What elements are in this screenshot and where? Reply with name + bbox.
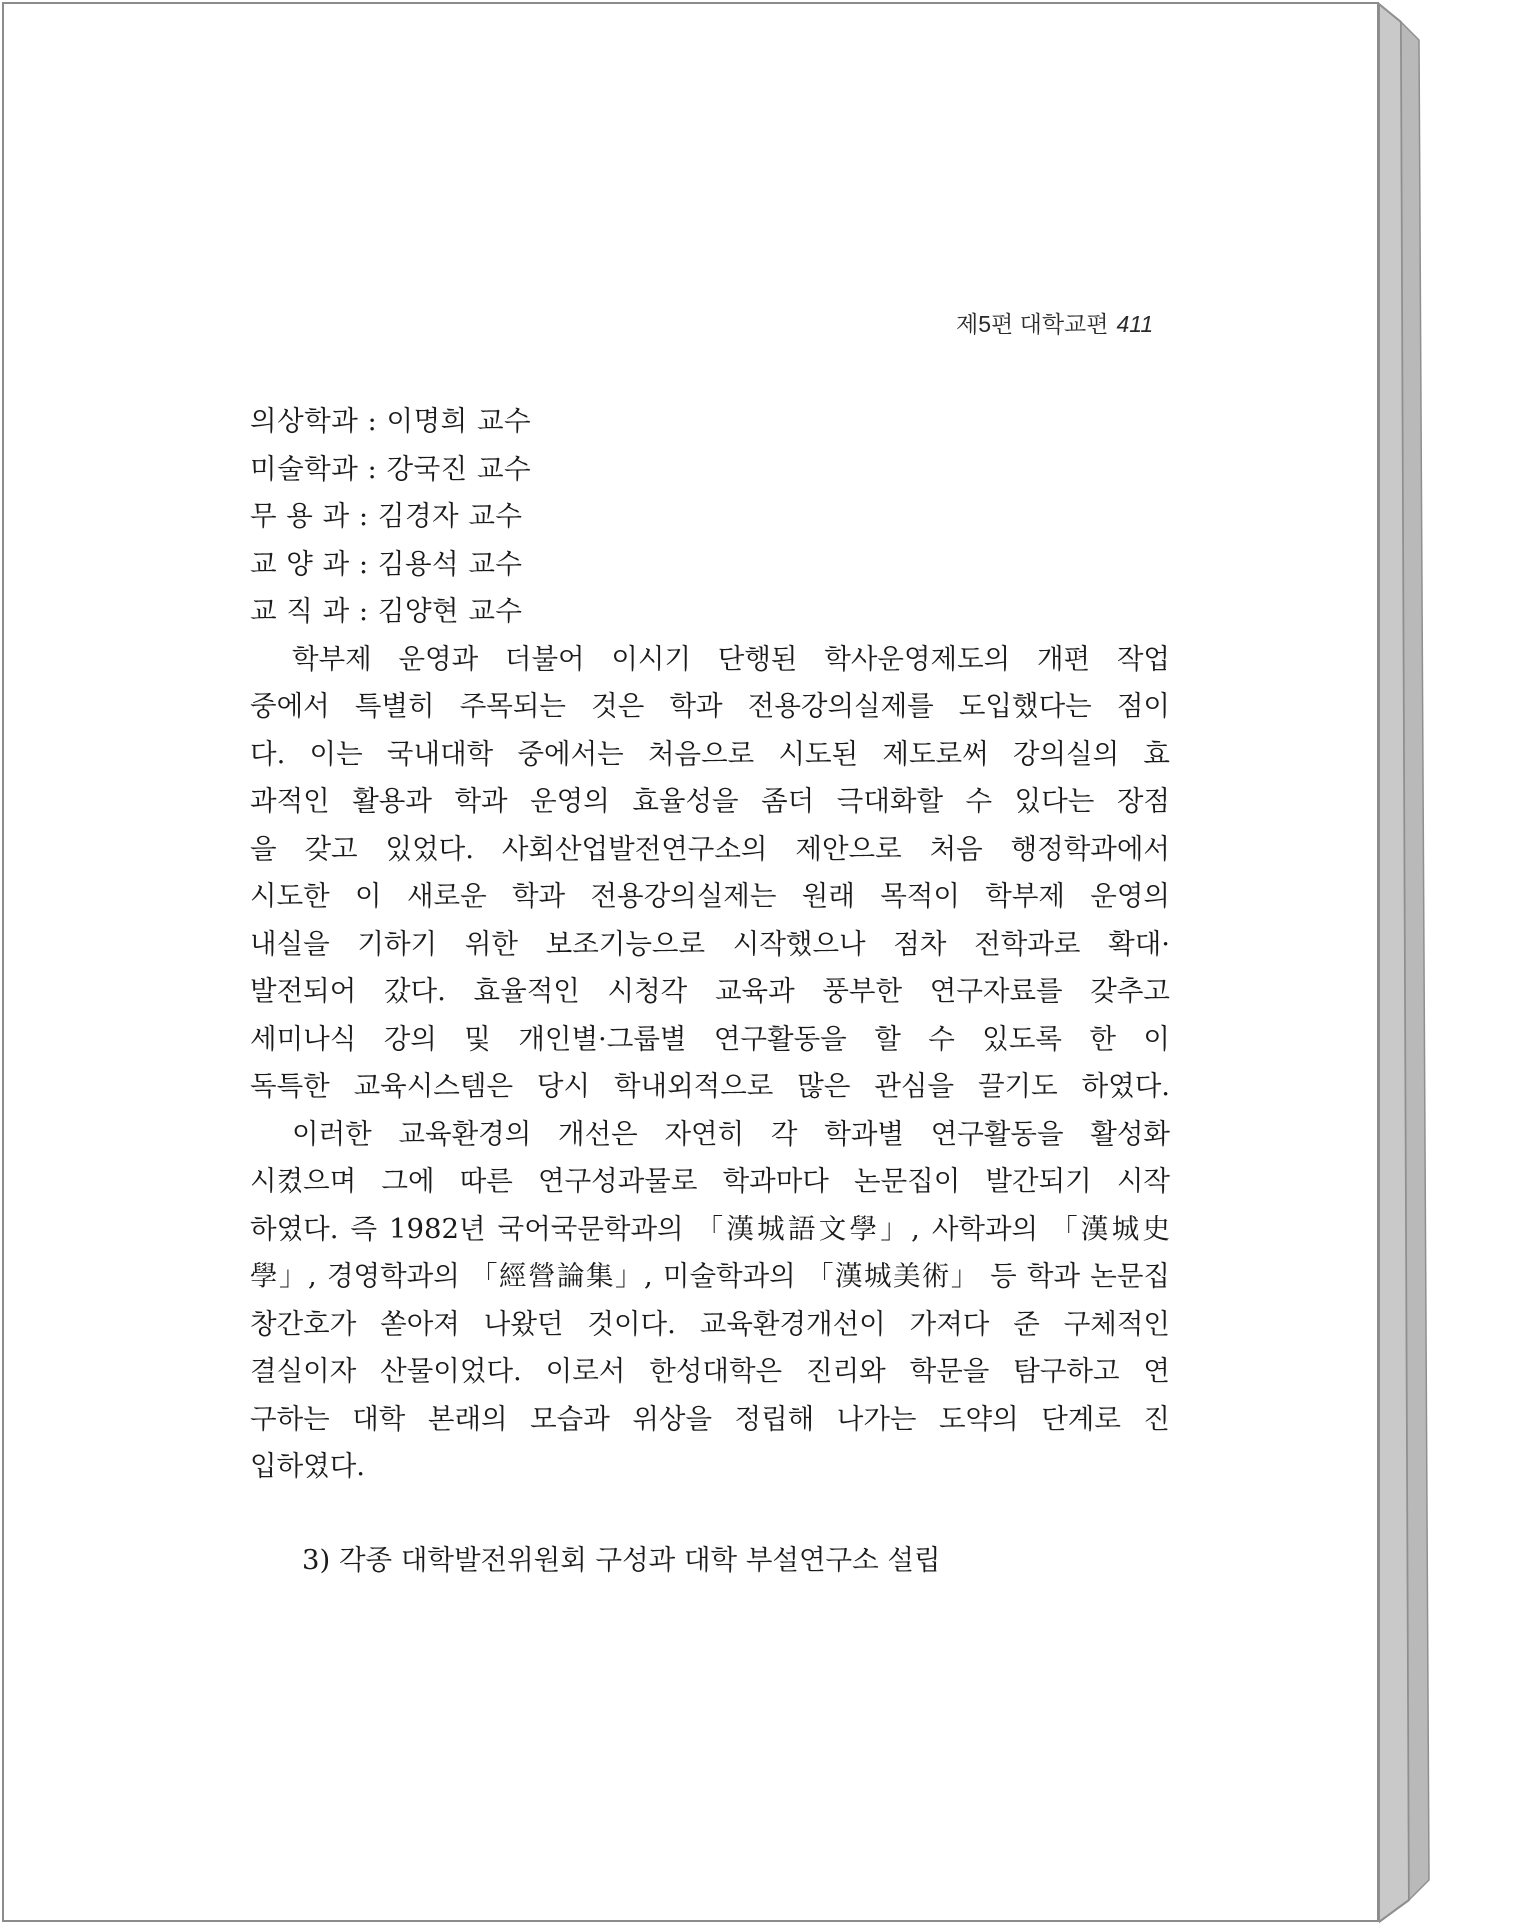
section-heading: 3) 각종 대학발전위원회 구성과 대학 부설연구소 설립 — [302, 1544, 941, 1576]
header-part-title: 제5편 대학교편 — [956, 311, 1109, 337]
page-number: 411 — [1116, 311, 1154, 337]
text-line: 시켰으며 그에 따른 연구성과물로 학과마다 논문집이 발간되기 시작 — [250, 1165, 1170, 1197]
text-line: 을 갖고 있었다. 사회산업발전연구소의 제안으로 처음 행정학과에서 — [250, 832, 1170, 865]
text-line: 세미나식 강의 및 개인별·그룹별 연구활동을 할 수 있도록 한 이 — [250, 1022, 1170, 1055]
staff-list — [250, 398, 1170, 636]
staff-line: 무 용 과 : 김경자 교수 — [250, 500, 523, 532]
text-line: 과적인 활용과 학과 운영의 효율성을 좀더 극대화할 수 있다는 장점 — [250, 785, 1170, 817]
staff-line: 교 직 과 : 김양현 교수 — [250, 595, 523, 627]
text-line: 중에서 특별히 주목되는 것은 학과 전용강의실제를 도입했다는 점이 — [250, 690, 1170, 722]
text-line: 학부제 운영과 더불어 이시기 단행된 학사운영제도의 개편 작업 — [292, 642, 1170, 675]
page-stack-edge — [1379, 0, 1522, 1926]
text-line: 창간호가 쏟아져 나왔던 것이다. 교육환경개선이 가져다 준 구체적인 — [250, 1307, 1170, 1340]
text-line: 입하였다. — [250, 1450, 366, 1482]
text-line: 내실을 기하기 위한 보조기능으로 시작했으나 점차 전학과로 확대· — [250, 927, 1170, 960]
staff-line: 미술학과 : 강국진 교수 — [250, 452, 532, 485]
staff-line: 의상학과 : 이명희 교수 — [250, 405, 532, 437]
text-line: 결실이자 산물이었다. 이로서 한성대학은 진리와 학문을 탐구하고 연 — [250, 1355, 1170, 1387]
paragraph-journals — [250, 1111, 1170, 1491]
body-text — [250, 398, 1170, 1491]
running-header — [956, 306, 1176, 339]
paragraph-classroom-system — [250, 636, 1170, 1111]
text-line: 하였다. 즉 1982년 국어국문학과의 「漢城語文學」, 사학과의 「漢城史 — [250, 1212, 1170, 1245]
text-line: 발전되어 갔다. 효율적인 시청각 교육과 풍부한 연구자료를 갖추고 — [250, 975, 1170, 1007]
text-line: 學」, 경영학과의 「經營論集」, 미술학과의 「漢城美術」 등 학과 논문집 — [250, 1260, 1170, 1292]
text-line: 독특한 교육시스템은 당시 학내외적으로 많은 관심을 끌기도 하였다. — [250, 1070, 1170, 1102]
staff-line: 교 양 과 : 김용석 교수 — [250, 547, 523, 580]
text-line: 시도한 이 새로운 학과 전용강의실제는 원래 목적이 학부제 운영의 — [250, 880, 1170, 912]
text-line: 구하는 대학 본래의 모습과 위상을 정립해 나가는 도약의 단계로 진 — [250, 1402, 1170, 1435]
text-line: 이러한 교육환경의 개선은 자연히 각 학과별 연구활동을 활성화 — [292, 1117, 1170, 1150]
text-line: 다. 이는 국내대학 중에서는 처음으로 시도된 제도로써 강의실의 효 — [250, 737, 1170, 770]
